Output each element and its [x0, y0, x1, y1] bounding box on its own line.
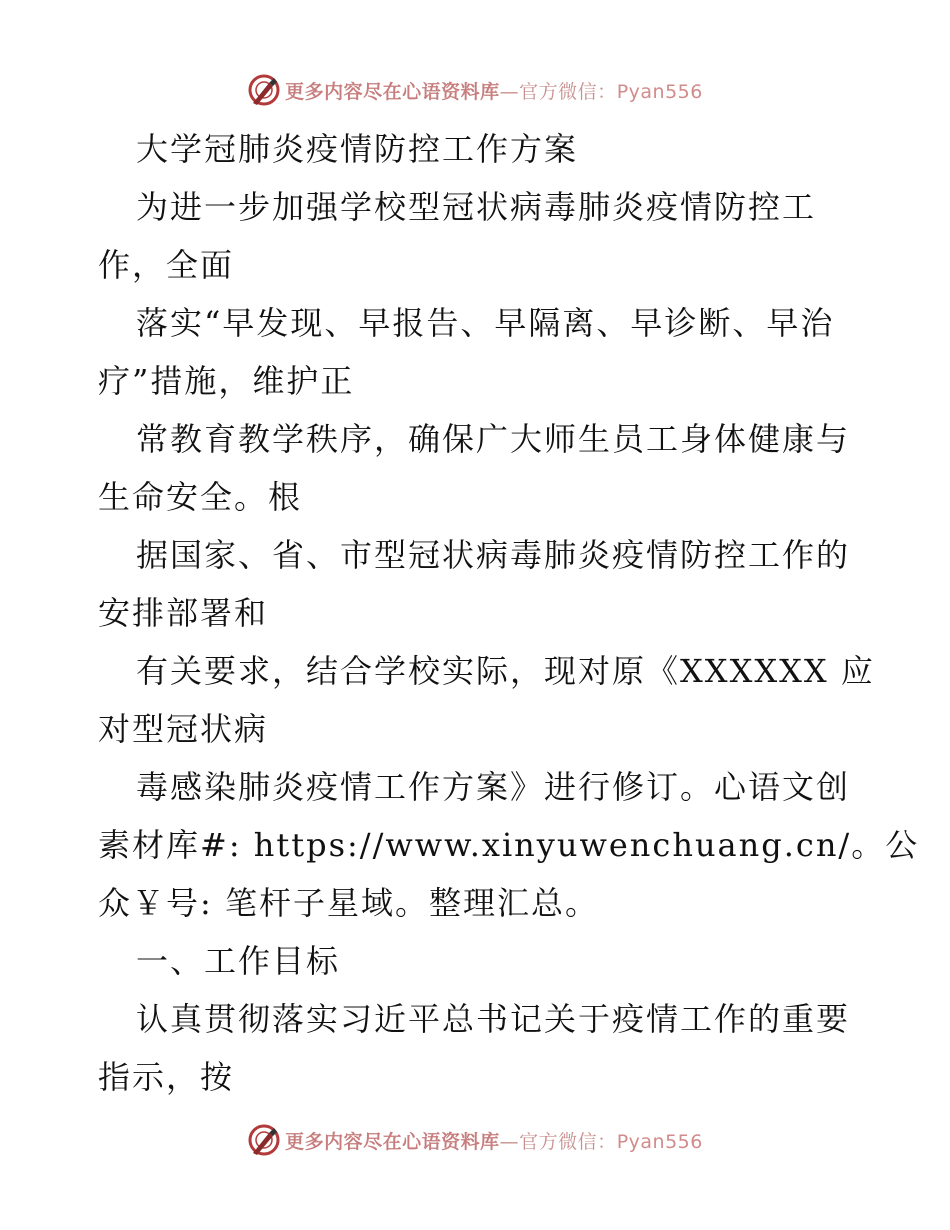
document-line: 一、工作目标: [136, 942, 341, 980]
watermark-handle: Pyan556: [616, 1130, 703, 1153]
document-line: 认真贯彻落实习近平总书记关于疫情工作的重要: [136, 1000, 851, 1038]
watermark-separator: —: [499, 80, 520, 103]
document-line: 生命安全。根: [98, 478, 303, 516]
document-line: 作，全面: [98, 246, 235, 284]
document-body: [98, 120, 920, 1106]
document-line: 有关要求，结合学校实际，现对原《XXXXXX 应: [136, 652, 875, 690]
document-line: 据国家、省、市型冠状病毒肺炎疫情防控工作的: [136, 536, 851, 574]
document-line: 落实“早发现、早报告、早隔离、早诊断、早治: [136, 304, 835, 342]
document-line: 为进一步加强学校型冠状病毒肺炎疫情防控工: [136, 188, 817, 226]
watermark-text: [285, 1127, 703, 1154]
document-line: 毒感染肺炎疫情工作方案》进行修订。心语文创: [136, 768, 851, 806]
watermark-brand: 更多内容尽在心语资料库: [285, 80, 500, 103]
watermark-official: 官方微信：: [519, 1130, 617, 1153]
document-line: 素材库#: https://www.xinyuwenchuang.cn/。公: [98, 826, 920, 864]
document-line: 对型冠状病: [98, 710, 269, 748]
watermark-brand: 更多内容尽在心语资料库: [285, 1130, 500, 1153]
document-line: 众￥号: 笔杆子星域。整理汇总。: [98, 884, 599, 922]
document-line: 疗”措施，维护正: [98, 362, 355, 400]
watermark-text: [285, 77, 703, 104]
document-line: 安排部署和: [98, 594, 269, 632]
watermark-handle: Pyan556: [616, 80, 703, 103]
watermark-official: 官方微信：: [519, 80, 617, 103]
document-line: 常教育教学秩序，确保广大师生员工身体健康与: [136, 420, 851, 458]
watermark-header: [0, 70, 950, 110]
watermark-footer: [0, 1120, 950, 1160]
document-line: 指示，按: [98, 1058, 235, 1096]
red-pen-circle-logo-icon: [247, 1123, 281, 1157]
document-line: 大学冠肺炎疫情防控工作方案: [136, 130, 579, 168]
red-pen-circle-logo-icon: [247, 73, 281, 107]
watermark-separator: —: [499, 1130, 520, 1153]
